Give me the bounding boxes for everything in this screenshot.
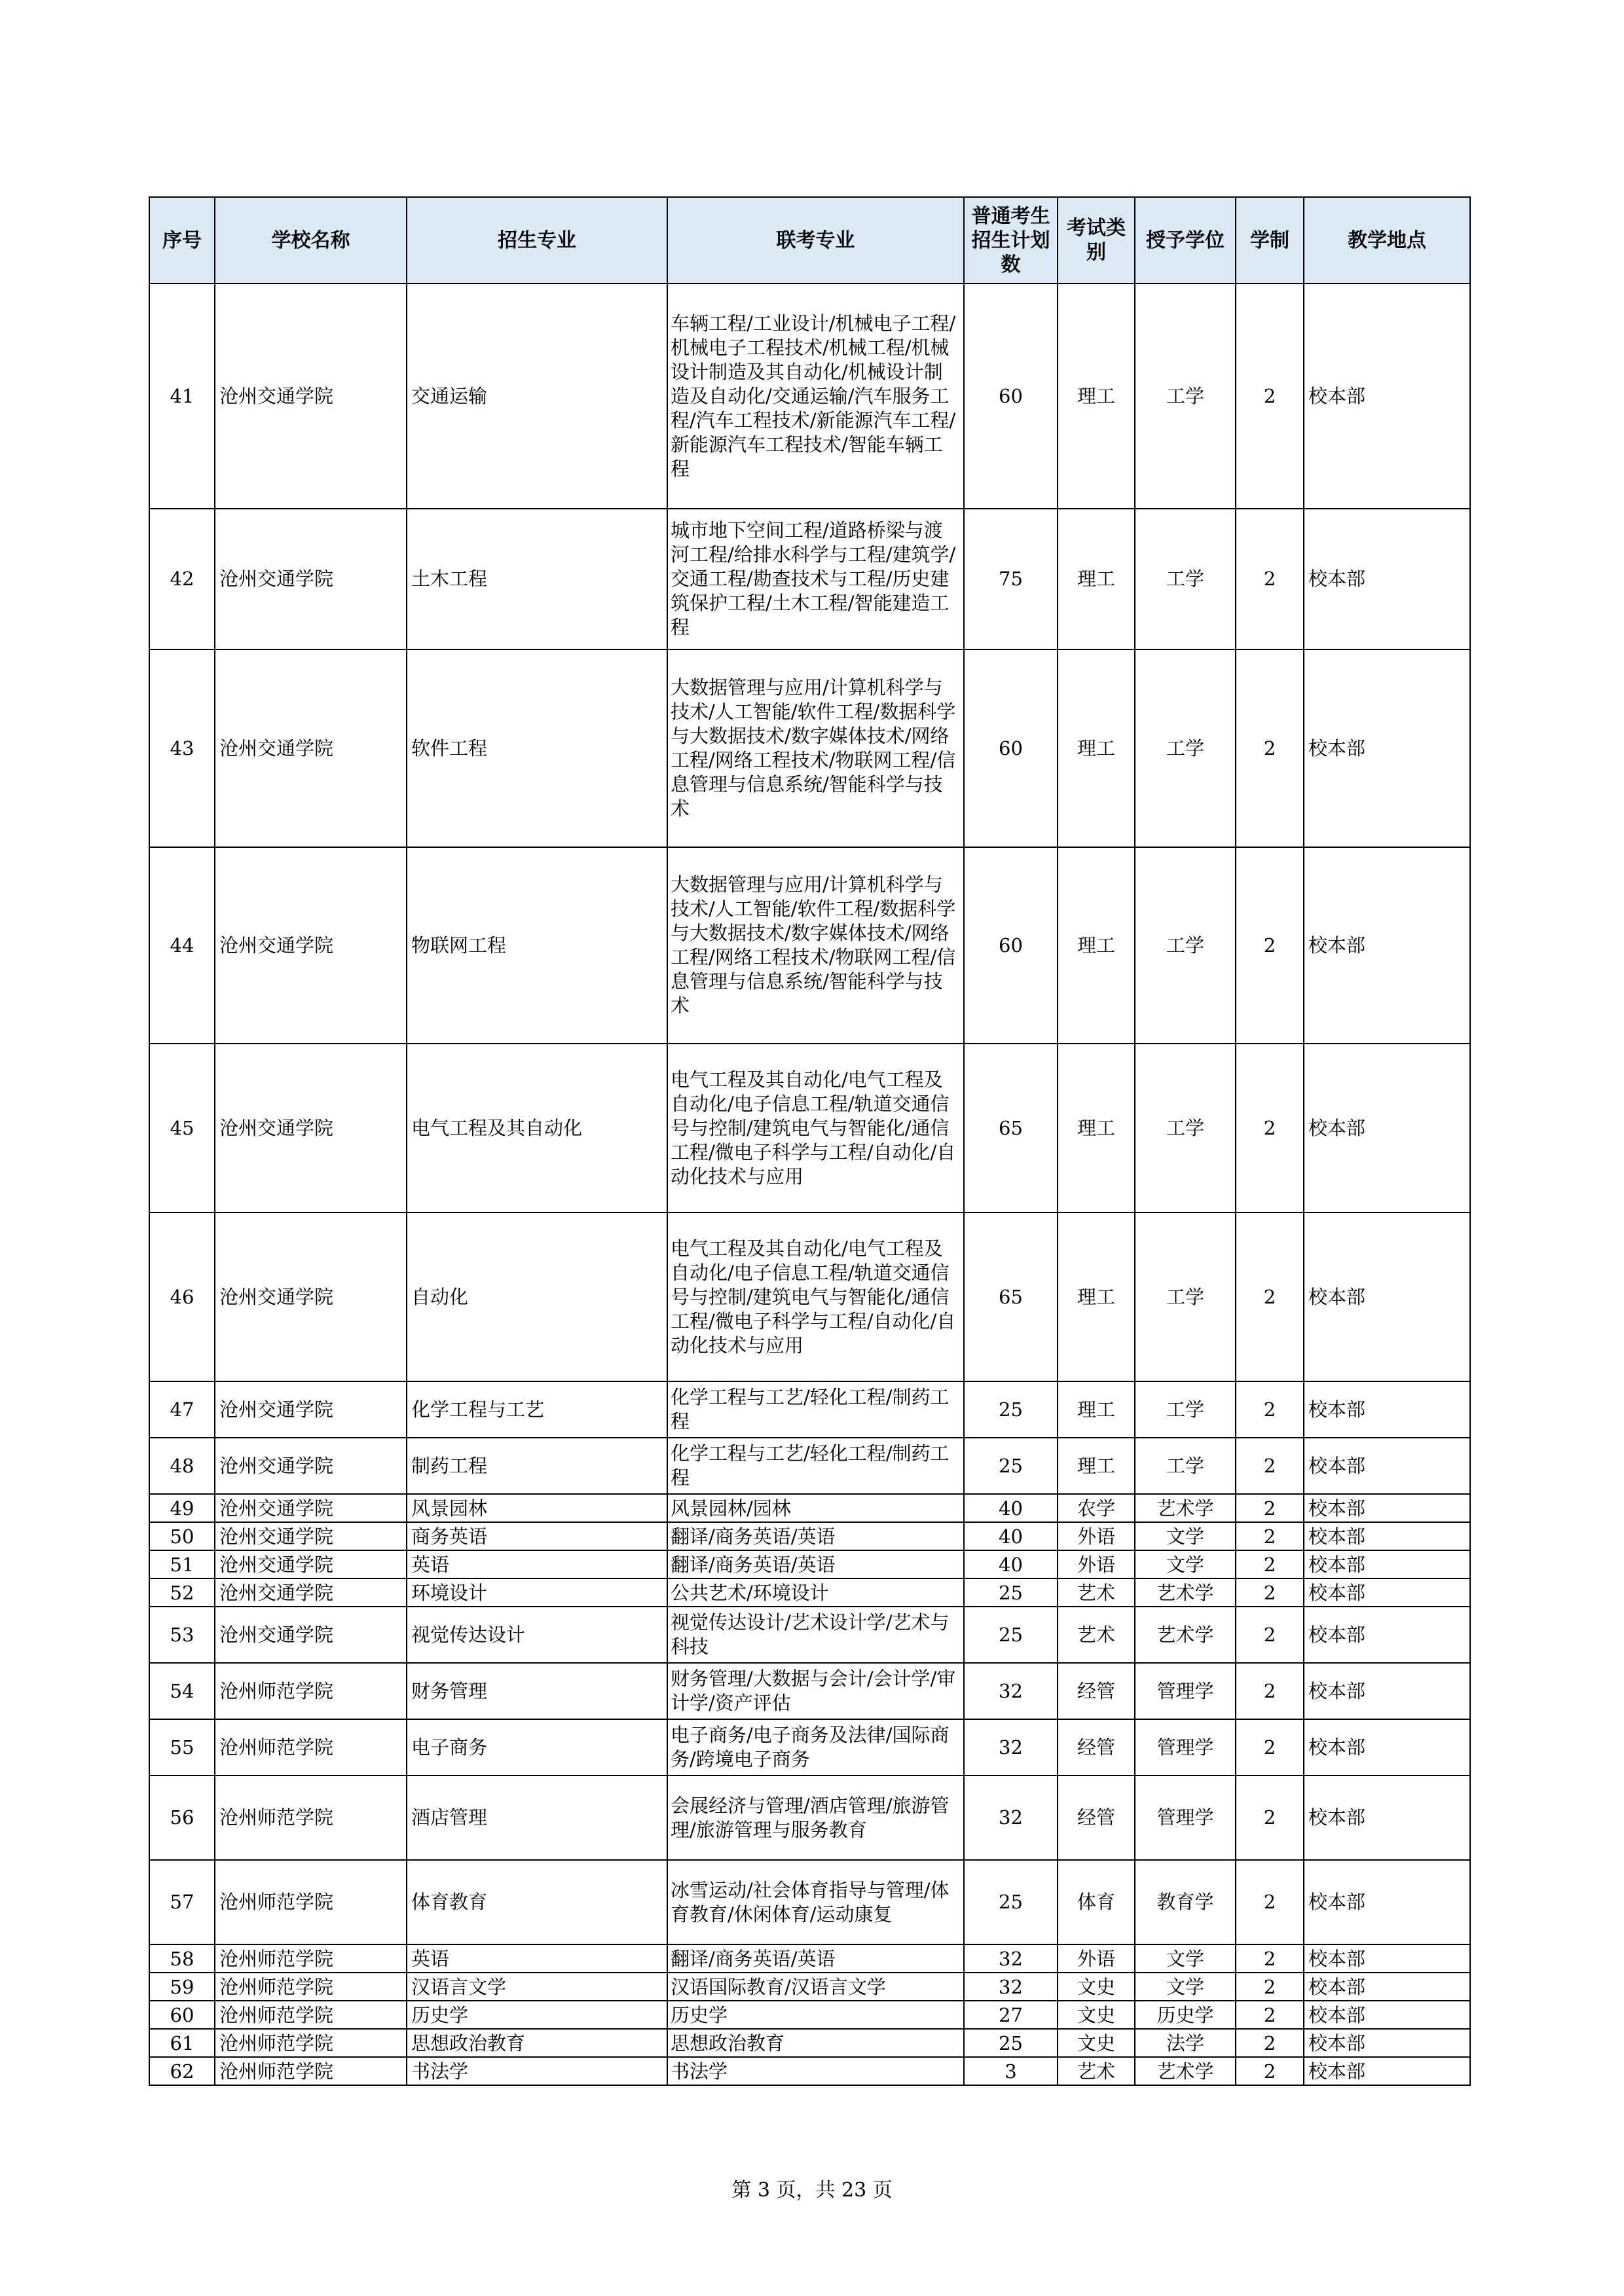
cell-school: 沧州交通学院 <box>215 1607 407 1663</box>
cell-joint-major: 城市地下空间工程/道路桥梁与渡河工程/给排水科学与工程/建筑学/交通工程/勘查技术与工程/历史建筑保护工程/土木工程/智能建造工程 <box>667 509 964 649</box>
cell-degree: 历史学 <box>1135 2001 1236 2029</box>
cell-joint-major: 翻译/商务英语/英语 <box>667 1944 964 1973</box>
cell-seq: 47 <box>149 1381 215 1438</box>
cell-joint-major: 大数据管理与应用/计算机科学与技术/人工智能/软件工程/数据科学与大数据技术/数字媒体技术/网络工程/网络工程技术/物联网工程/信息管理与信息系统/智能科学与技术 <box>667 649 964 847</box>
cell-seq: 50 <box>149 1522 215 1550</box>
cell-seq: 52 <box>149 1578 215 1607</box>
cell-school: 沧州交通学院 <box>215 1044 407 1212</box>
cell-major: 土木工程 <box>407 509 667 649</box>
cell-location: 校本部 <box>1304 1494 1470 1522</box>
cell-degree: 教育学 <box>1135 1860 1236 1944</box>
cell-years: 2 <box>1236 1860 1304 1944</box>
cell-years: 2 <box>1236 1578 1304 1607</box>
cell-school: 沧州师范学院 <box>215 1719 407 1776</box>
cell-years: 2 <box>1236 283 1304 509</box>
table-row <box>149 1944 1470 1973</box>
cell-plan: 40 <box>964 1494 1058 1522</box>
table-row <box>149 283 1470 509</box>
header-joint-major: 联考专业 <box>667 197 964 283</box>
cell-seq: 48 <box>149 1438 215 1494</box>
table-row <box>149 2001 1470 2029</box>
table-row <box>149 1719 1470 1776</box>
cell-location: 校本部 <box>1304 1607 1470 1663</box>
cell-degree: 工学 <box>1135 847 1236 1044</box>
cell-seq: 45 <box>149 1044 215 1212</box>
cell-location: 校本部 <box>1304 1578 1470 1607</box>
cell-category: 理工 <box>1058 1212 1135 1381</box>
cell-seq: 60 <box>149 2001 215 2029</box>
cell-degree: 艺术学 <box>1135 1494 1236 1522</box>
cell-joint-major: 化学工程与工艺/轻化工程/制药工程 <box>667 1381 964 1438</box>
cell-years: 2 <box>1236 1550 1304 1578</box>
cell-years: 2 <box>1236 1494 1304 1522</box>
header-row <box>149 197 1470 283</box>
cell-years: 2 <box>1236 2001 1304 2029</box>
cell-location: 校本部 <box>1304 2057 1470 2085</box>
cell-major: 交通运输 <box>407 283 667 509</box>
cell-school: 沧州师范学院 <box>215 2029 407 2057</box>
table-row <box>149 1438 1470 1494</box>
cell-years: 2 <box>1236 649 1304 847</box>
cell-school: 沧州交通学院 <box>215 1522 407 1550</box>
cell-plan: 25 <box>964 1381 1058 1438</box>
cell-plan: 32 <box>964 1776 1058 1860</box>
cell-years: 2 <box>1236 1212 1304 1381</box>
cell-joint-major: 风景园林/园林 <box>667 1494 964 1522</box>
cell-seq: 46 <box>149 1212 215 1381</box>
cell-degree: 工学 <box>1135 283 1236 509</box>
cell-category: 艺术 <box>1058 1607 1135 1663</box>
cell-major: 化学工程与工艺 <box>407 1381 667 1438</box>
cell-plan: 32 <box>964 1973 1058 2001</box>
cell-degree: 艺术学 <box>1135 1578 1236 1607</box>
cell-location: 校本部 <box>1304 847 1470 1044</box>
cell-plan: 32 <box>964 1944 1058 1973</box>
cell-joint-major: 汉语国际教育/汉语言文学 <box>667 1973 964 2001</box>
cell-school: 沧州交通学院 <box>215 283 407 509</box>
cell-school: 沧州交通学院 <box>215 509 407 649</box>
cell-degree: 管理学 <box>1135 1776 1236 1860</box>
cell-joint-major: 会展经济与管理/酒店管理/旅游管理/旅游管理与服务教育 <box>667 1776 964 1860</box>
cell-category: 外语 <box>1058 1522 1135 1550</box>
cell-years: 2 <box>1236 2057 1304 2085</box>
cell-category: 理工 <box>1058 283 1135 509</box>
cell-category: 农学 <box>1058 1494 1135 1522</box>
cell-category: 体育 <box>1058 1860 1135 1944</box>
cell-location: 校本部 <box>1304 1663 1470 1719</box>
cell-school: 沧州师范学院 <box>215 2001 407 2029</box>
cell-seq: 53 <box>149 1607 215 1663</box>
table-row <box>149 1578 1470 1607</box>
cell-degree: 艺术学 <box>1135 2057 1236 2085</box>
cell-location: 校本部 <box>1304 1973 1470 2001</box>
cell-seq: 61 <box>149 2029 215 2057</box>
cell-location: 校本部 <box>1304 1044 1470 1212</box>
cell-joint-major: 车辆工程/工业设计/机械电子工程/机械电子工程技术/机械工程/机械设计制造及其自动化/机械设计制造及自动化/交通运输/汽车服务工程/汽车工程技术/新能源汽车工程/新能源汽车工程技术/智能车辆工程 <box>667 283 964 509</box>
cell-degree: 管理学 <box>1135 1719 1236 1776</box>
cell-major: 软件工程 <box>407 649 667 847</box>
cell-plan: 32 <box>964 1663 1058 1719</box>
cell-major: 电气工程及其自动化 <box>407 1044 667 1212</box>
cell-joint-major: 电气工程及其自动化/电气工程及自动化/电子信息工程/轨道交通信号与控制/建筑电气与智能化/通信工程/微电子科学与工程/自动化/自动化技术与应用 <box>667 1044 964 1212</box>
cell-degree: 艺术学 <box>1135 1607 1236 1663</box>
cell-seq: 44 <box>149 847 215 1044</box>
cell-category: 理工 <box>1058 847 1135 1044</box>
cell-major: 英语 <box>407 1944 667 1973</box>
cell-seq: 54 <box>149 1663 215 1719</box>
cell-degree: 工学 <box>1135 1044 1236 1212</box>
header-years: 学制 <box>1236 197 1304 283</box>
cell-plan: 65 <box>964 1212 1058 1381</box>
cell-school: 沧州师范学院 <box>215 1776 407 1860</box>
cell-seq: 51 <box>149 1550 215 1578</box>
cell-joint-major: 大数据管理与应用/计算机科学与技术/人工智能/软件工程/数据科学与大数据技术/数字媒体技术/网络工程/网络工程技术/物联网工程/信息管理与信息系统/智能科学与技术 <box>667 847 964 1044</box>
cell-school: 沧州交通学院 <box>215 1438 407 1494</box>
cell-location: 校本部 <box>1304 2029 1470 2057</box>
table-row <box>149 1044 1470 1212</box>
cell-location: 校本部 <box>1304 1381 1470 1438</box>
cell-major: 商务英语 <box>407 1522 667 1550</box>
cell-school: 沧州交通学院 <box>215 1212 407 1381</box>
cell-major: 制药工程 <box>407 1438 667 1494</box>
cell-seq: 59 <box>149 1973 215 2001</box>
cell-major: 视觉传达设计 <box>407 1607 667 1663</box>
cell-location: 校本部 <box>1304 1776 1470 1860</box>
cell-school: 沧州师范学院 <box>215 1860 407 1944</box>
cell-major: 历史学 <box>407 2001 667 2029</box>
table-row <box>149 1522 1470 1550</box>
cell-school: 沧州交通学院 <box>215 1494 407 1522</box>
cell-category: 文史 <box>1058 2001 1135 2029</box>
header-plan: 普通考生招生计划数 <box>964 197 1058 283</box>
cell-seq: 55 <box>149 1719 215 1776</box>
cell-degree: 工学 <box>1135 1438 1236 1494</box>
cell-seq: 49 <box>149 1494 215 1522</box>
cell-major: 体育教育 <box>407 1860 667 1944</box>
table-row <box>149 847 1470 1044</box>
cell-location: 校本部 <box>1304 1719 1470 1776</box>
cell-category: 艺术 <box>1058 2057 1135 2085</box>
cell-location: 校本部 <box>1304 1550 1470 1578</box>
cell-major: 酒店管理 <box>407 1776 667 1860</box>
cell-years: 2 <box>1236 1719 1304 1776</box>
table-row <box>149 1663 1470 1719</box>
cell-degree: 文学 <box>1135 1944 1236 1973</box>
cell-seq: 41 <box>149 283 215 509</box>
cell-years: 2 <box>1236 1973 1304 2001</box>
cell-joint-major: 翻译/商务英语/英语 <box>667 1522 964 1550</box>
cell-joint-major: 思想政治教育 <box>667 2029 964 2057</box>
cell-major: 电子商务 <box>407 1719 667 1776</box>
cell-location: 校本部 <box>1304 1212 1470 1381</box>
cell-plan: 75 <box>964 509 1058 649</box>
table-row <box>149 1973 1470 2001</box>
cell-joint-major: 冰雪运动/社会体育指导与管理/体育教育/休闲体育/运动康复 <box>667 1860 964 1944</box>
cell-years: 2 <box>1236 509 1304 649</box>
cell-joint-major: 视觉传达设计/艺术设计学/艺术与科技 <box>667 1607 964 1663</box>
cell-location: 校本部 <box>1304 283 1470 509</box>
cell-years: 2 <box>1236 1522 1304 1550</box>
cell-category: 外语 <box>1058 1550 1135 1578</box>
cell-joint-major: 翻译/商务英语/英语 <box>667 1550 964 1578</box>
cell-years: 2 <box>1236 1944 1304 1973</box>
table-row <box>149 1212 1470 1381</box>
cell-school: 沧州交通学院 <box>215 1550 407 1578</box>
cell-joint-major: 电气工程及其自动化/电气工程及自动化/电子信息工程/轨道交通信号与控制/建筑电气与智能化/通信工程/微电子科学与工程/自动化/自动化技术与应用 <box>667 1212 964 1381</box>
cell-location: 校本部 <box>1304 1860 1470 1944</box>
cell-degree: 工学 <box>1135 509 1236 649</box>
table-row <box>149 1381 1470 1438</box>
table-row <box>149 649 1470 847</box>
cell-school: 沧州师范学院 <box>215 1663 407 1719</box>
cell-plan: 40 <box>964 1550 1058 1578</box>
cell-location: 校本部 <box>1304 1438 1470 1494</box>
page-footer: 第 3 页，共 23 页 <box>731 2179 893 2202</box>
cell-major: 财务管理 <box>407 1663 667 1719</box>
cell-school: 沧州师范学院 <box>215 2057 407 2085</box>
cell-category: 文史 <box>1058 1973 1135 2001</box>
cell-plan: 60 <box>964 649 1058 847</box>
cell-plan: 65 <box>964 1044 1058 1212</box>
cell-category: 理工 <box>1058 649 1135 847</box>
cell-seq: 43 <box>149 649 215 847</box>
table-row <box>149 1776 1470 1860</box>
cell-joint-major: 公共艺术/环境设计 <box>667 1578 964 1607</box>
cell-location: 校本部 <box>1304 1944 1470 1973</box>
cell-major: 风景园林 <box>407 1494 667 1522</box>
table-row <box>149 2057 1470 2085</box>
cell-years: 2 <box>1236 1438 1304 1494</box>
cell-joint-major: 电子商务/电子商务及法律/国际商务/跨境电子商务 <box>667 1719 964 1776</box>
table-row <box>149 2029 1470 2057</box>
cell-joint-major: 财务管理/大数据与会计/会计学/审计学/资产评估 <box>667 1663 964 1719</box>
cell-years: 2 <box>1236 847 1304 1044</box>
cell-years: 2 <box>1236 1044 1304 1212</box>
cell-major: 环境设计 <box>407 1578 667 1607</box>
cell-years: 2 <box>1236 1381 1304 1438</box>
header-school: 学校名称 <box>215 197 407 283</box>
cell-degree: 工学 <box>1135 1212 1236 1381</box>
cell-plan: 60 <box>964 847 1058 1044</box>
cell-location: 校本部 <box>1304 509 1470 649</box>
cell-years: 2 <box>1236 1776 1304 1860</box>
cell-major: 书法学 <box>407 2057 667 2085</box>
cell-school: 沧州交通学院 <box>215 1381 407 1438</box>
cell-category: 理工 <box>1058 1438 1135 1494</box>
cell-plan: 32 <box>964 1719 1058 1776</box>
cell-years: 2 <box>1236 1663 1304 1719</box>
cell-category: 经管 <box>1058 1663 1135 1719</box>
cell-plan: 60 <box>964 283 1058 509</box>
header-degree: 授予学位 <box>1135 197 1236 283</box>
table-row <box>149 1607 1470 1663</box>
cell-school: 沧州交通学院 <box>215 649 407 847</box>
cell-plan: 40 <box>964 1522 1058 1550</box>
cell-category: 外语 <box>1058 1944 1135 1973</box>
cell-school: 沧州交通学院 <box>215 847 407 1044</box>
cell-degree: 工学 <box>1135 1381 1236 1438</box>
cell-joint-major: 历史学 <box>667 2001 964 2029</box>
cell-plan: 25 <box>964 1860 1058 1944</box>
cell-category: 理工 <box>1058 1044 1135 1212</box>
cell-location: 校本部 <box>1304 2001 1470 2029</box>
cell-major: 英语 <box>407 1550 667 1578</box>
cell-seq: 42 <box>149 509 215 649</box>
table-row <box>149 1860 1470 1944</box>
cell-degree: 文学 <box>1135 1550 1236 1578</box>
table-row <box>149 1550 1470 1578</box>
header-category: 考试类别 <box>1058 197 1135 283</box>
cell-joint-major: 化学工程与工艺/轻化工程/制药工程 <box>667 1438 964 1494</box>
cell-years: 2 <box>1236 2029 1304 2057</box>
cell-location: 校本部 <box>1304 1522 1470 1550</box>
cell-category: 艺术 <box>1058 1578 1135 1607</box>
cell-school: 沧州师范学院 <box>215 1973 407 2001</box>
cell-category: 文史 <box>1058 2029 1135 2057</box>
cell-plan: 27 <box>964 2001 1058 2029</box>
cell-seq: 58 <box>149 1944 215 1973</box>
cell-major: 物联网工程 <box>407 847 667 1044</box>
cell-major: 自动化 <box>407 1212 667 1381</box>
cell-category: 理工 <box>1058 509 1135 649</box>
cell-plan: 3 <box>964 2057 1058 2085</box>
cell-category: 经管 <box>1058 1776 1135 1860</box>
cell-category: 理工 <box>1058 1381 1135 1438</box>
cell-category: 经管 <box>1058 1719 1135 1776</box>
cell-degree: 管理学 <box>1135 1663 1236 1719</box>
cell-degree: 文学 <box>1135 1522 1236 1550</box>
cell-seq: 57 <box>149 1860 215 1944</box>
cell-major: 汉语言文学 <box>407 1973 667 2001</box>
cell-seq: 62 <box>149 2057 215 2085</box>
header-major: 招生专业 <box>407 197 667 283</box>
header-seq: 序号 <box>149 197 215 283</box>
header-location: 教学地点 <box>1304 197 1470 283</box>
cell-degree: 法学 <box>1135 2029 1236 2057</box>
cell-joint-major: 书法学 <box>667 2057 964 2085</box>
cell-plan: 25 <box>964 2029 1058 2057</box>
table-row <box>149 509 1470 649</box>
cell-degree: 文学 <box>1135 1973 1236 2001</box>
cell-school: 沧州交通学院 <box>215 1578 407 1607</box>
cell-degree: 工学 <box>1135 649 1236 847</box>
table-row <box>149 1494 1470 1522</box>
cell-seq: 56 <box>149 1776 215 1860</box>
cell-plan: 25 <box>964 1438 1058 1494</box>
cell-location: 校本部 <box>1304 649 1470 847</box>
cell-major: 思想政治教育 <box>407 2029 667 2057</box>
cell-school: 沧州师范学院 <box>215 1944 407 1973</box>
admissions-table <box>149 196 1471 2086</box>
cell-plan: 25 <box>964 1578 1058 1607</box>
cell-plan: 25 <box>964 1607 1058 1663</box>
cell-years: 2 <box>1236 1607 1304 1663</box>
